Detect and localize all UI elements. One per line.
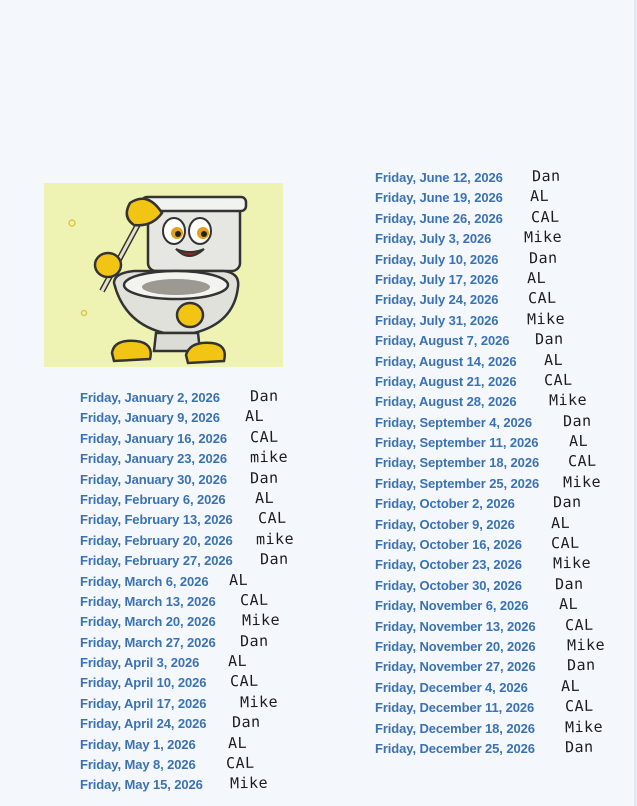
schedule-date: Friday, October 9, 2026 — [375, 516, 515, 532]
assignee-name: CAL — [225, 753, 255, 773]
schedule-date: Friday, April 24, 2026 — [80, 716, 207, 732]
schedule-date: Friday, January 30, 2026 — [80, 471, 227, 487]
schedule-date: Friday, May 1, 2026 — [80, 736, 196, 752]
assignee-name: Mike — [241, 610, 281, 630]
schedule-date: Friday, February 13, 2026 — [80, 512, 233, 528]
assignee-name: CAL — [229, 672, 259, 691]
schedule-date: Friday, October 2, 2026 — [375, 496, 515, 512]
schedule-date: Friday, June 19, 2026 — [375, 190, 503, 206]
schedule-date: Friday, October 30, 2026 — [375, 577, 522, 593]
assignee-name: CAL — [564, 696, 594, 716]
assignee-name: CAL — [257, 509, 287, 528]
schedule-date: Friday, February 20, 2026 — [80, 532, 233, 548]
schedule-date: Friday, August 7, 2026 — [375, 333, 510, 349]
schedule-date: Friday, January 16, 2026 — [80, 430, 227, 446]
assignee-name: Dan — [531, 166, 561, 186]
schedule-date: Friday, January 9, 2026 — [80, 410, 220, 426]
schedule-date: Friday, February 6, 2026 — [80, 491, 226, 507]
assignee-name: Mike — [548, 390, 588, 410]
schedule-date: Friday, November 20, 2026 — [375, 638, 536, 654]
assignee-name: Mike — [523, 227, 563, 247]
schedule-date: Friday, September 4, 2026 — [375, 414, 532, 430]
schedule-date: Friday, July 10, 2026 — [375, 251, 499, 267]
schedule-date: Friday, February 27, 2026 — [80, 553, 233, 569]
toilet-mascot-plunger-icon — [44, 183, 283, 367]
assignee-name: CAL — [564, 615, 594, 634]
assignee-name: Mike — [566, 635, 606, 655]
schedule-date: Friday, July 31, 2026 — [375, 312, 499, 328]
assignee-name: CAL — [550, 533, 580, 553]
assignee-name: mike — [255, 529, 295, 549]
schedule-date: Friday, September 11, 2026 — [375, 435, 539, 451]
assignee-name: Dan — [231, 713, 261, 732]
assignee-name: CAL — [527, 289, 557, 308]
assignee-name: AL — [254, 488, 275, 508]
assignee-name: AL — [543, 350, 564, 369]
assignee-name: Dan — [552, 493, 582, 512]
schedule-date: Friday, January 23, 2026 — [80, 451, 227, 467]
schedule-date: Friday, June 26, 2026 — [375, 210, 503, 226]
schedule-date: Friday, August 21, 2026 — [375, 373, 517, 389]
assignee-name: AL — [558, 595, 579, 614]
schedule-date: Friday, July 3, 2026 — [375, 231, 492, 247]
assignee-name: CAL — [239, 590, 269, 610]
assignee-name: CAL — [567, 452, 597, 471]
assignee-name: Dan — [528, 248, 558, 267]
schedule-date: Friday, March 13, 2026 — [80, 593, 216, 609]
assignee-name: AL — [560, 676, 581, 695]
assignee-name: Dan — [566, 656, 596, 675]
schedule-date: Friday, December 4, 2026 — [375, 679, 528, 695]
schedule-date: Friday, May 8, 2026 — [80, 757, 196, 773]
schedule-date: Friday, October 23, 2026 — [375, 557, 522, 573]
schedule-date: Friday, April 17, 2026 — [80, 695, 207, 711]
schedule-date: Friday, November 6, 2026 — [375, 598, 529, 614]
assignee-name: CAL — [249, 427, 279, 447]
assignee-name: Dan — [562, 411, 592, 430]
assignee-name: Mike — [239, 692, 279, 712]
schedule-date: Friday, September 25, 2026 — [375, 475, 540, 491]
schedule-date: Friday, December 18, 2026 — [375, 720, 535, 736]
assignee-name: CAL — [543, 370, 573, 390]
assignee-name: AL — [244, 407, 265, 426]
schedule-date: Friday, April 10, 2026 — [80, 675, 207, 691]
assignee-name: Mike — [229, 774, 269, 793]
schedule-date: Friday, March 27, 2026 — [80, 634, 216, 650]
schedule-date: Friday, November 13, 2026 — [375, 618, 536, 634]
assignee-name: AL — [227, 651, 248, 671]
schedule-date: Friday, December 11, 2026 — [375, 700, 535, 716]
schedule-date: Friday, September 18, 2026 — [375, 455, 540, 471]
schedule-date: Friday, January 2, 2026 — [80, 390, 220, 405]
schedule-date: Friday, May 15, 2026 — [80, 777, 203, 793]
schedule-date: Friday, December 25, 2026 — [375, 740, 535, 756]
assignee-name: Mike — [562, 472, 602, 492]
assignee-name: mike — [249, 447, 289, 467]
assignee-name: AL — [529, 187, 550, 206]
schedule-date: Friday, August 28, 2026 — [375, 394, 517, 410]
schedule-date: Friday, November 27, 2026 — [375, 659, 536, 675]
schedule-date: Friday, August 14, 2026 — [375, 353, 517, 369]
assignee-name: AL — [568, 431, 589, 451]
assignee-name: Mike — [564, 717, 604, 736]
schedule-date: Friday, October 16, 2026 — [375, 537, 522, 553]
schedule-date: Friday, June 12, 2026 — [375, 170, 503, 185]
schedule-date: Friday, April 3, 2026 — [80, 655, 200, 671]
assignee-name: AL — [228, 570, 249, 589]
schedule-date: Friday, March 6, 2026 — [80, 573, 209, 589]
assignee-name: AL — [227, 733, 248, 752]
assignee-name: Mike — [526, 309, 566, 329]
assignee-name: Dan — [249, 468, 279, 487]
schedule-date: Friday, March 20, 2026 — [80, 614, 216, 630]
assignee-name: Dan — [259, 549, 289, 569]
assignee-name: AL — [550, 513, 571, 532]
assignee-name: Dan — [564, 737, 594, 757]
assignee-name: Dan — [534, 329, 564, 349]
assignee-name: Dan — [239, 631, 269, 650]
assignee-name: CAL — [530, 207, 560, 227]
assignee-name: Mike — [552, 554, 592, 573]
assignee-name: Dan — [554, 574, 584, 594]
toilet-mascot-illustration — [44, 183, 283, 367]
assignee-name: AL — [526, 268, 547, 288]
schedule-date: Friday, July 24, 2026 — [375, 292, 499, 308]
assignee-name: Dan — [249, 386, 279, 406]
schedule-date: Friday, July 17, 2026 — [375, 271, 499, 287]
